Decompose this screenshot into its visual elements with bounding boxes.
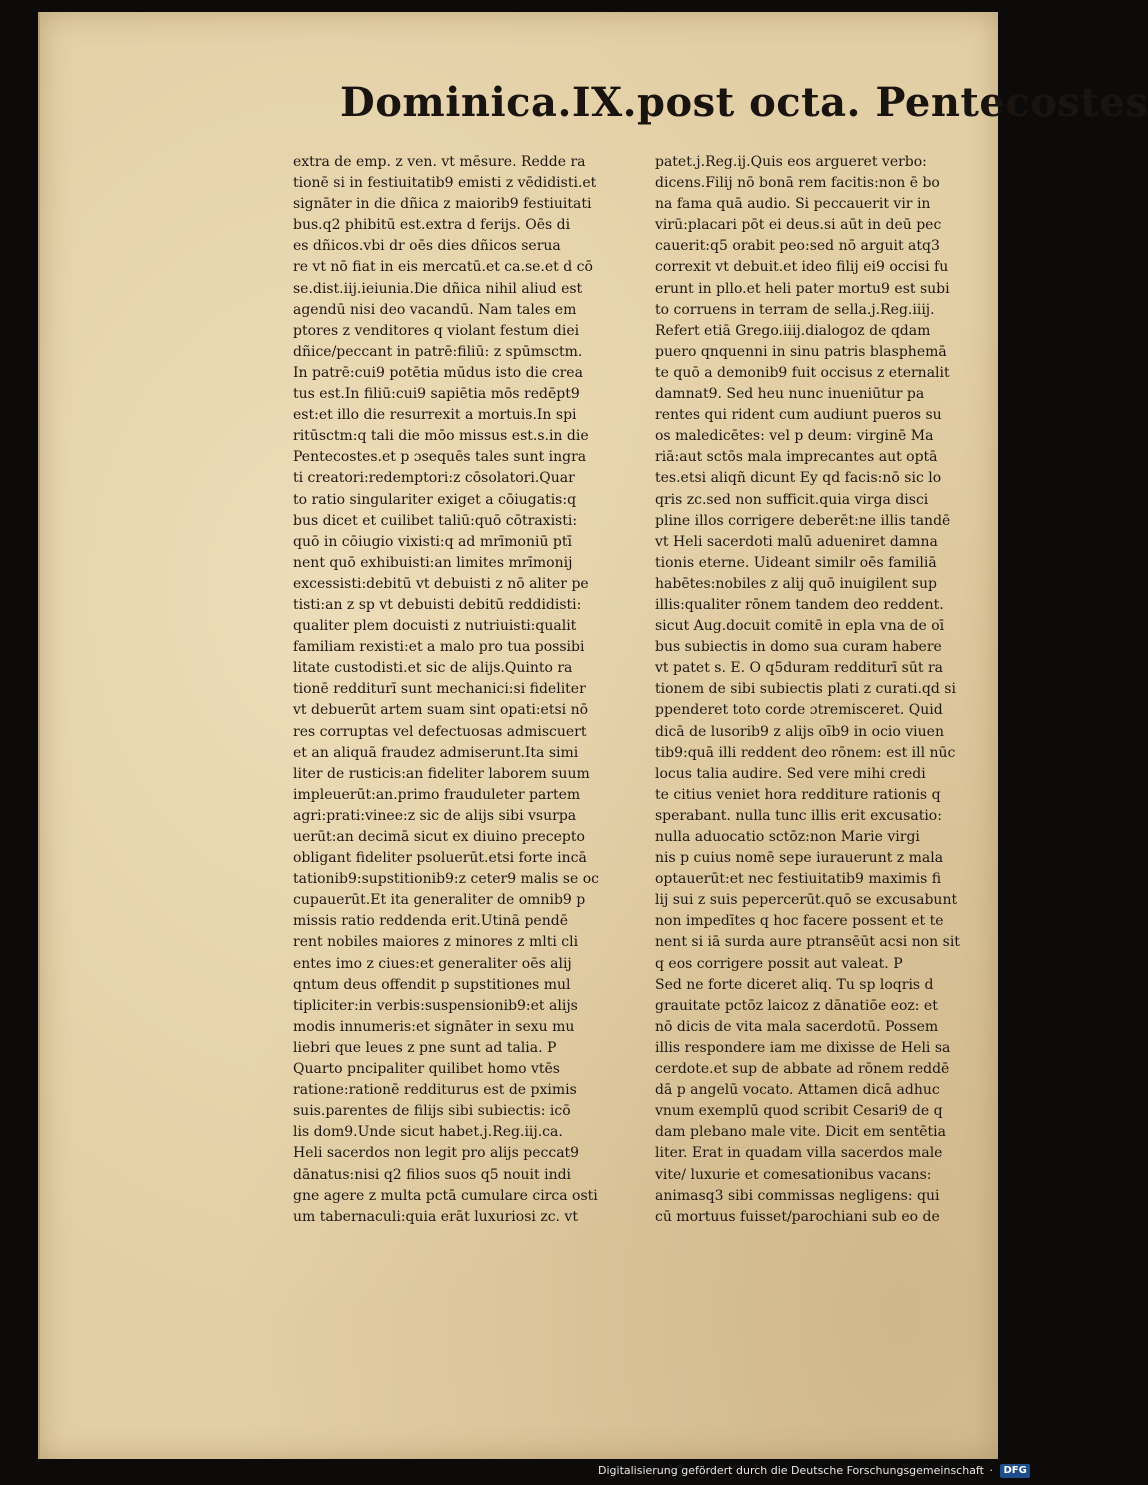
text-line: sicut Aug.docuit comitē in epla vna de oī [655, 618, 945, 635]
text-line: re vt nō fiat in eis mercatū.et ca.se.et d cō [293, 259, 593, 276]
text-line: rentes qui rident cum audiunt pueros su [655, 407, 942, 424]
text-line: missis ratio reddenda erit.Utinā pendē [293, 913, 568, 930]
text-line: cū mortuus fuisset/parochiani sub eo de [655, 1208, 940, 1225]
digitization-credit [598, 1460, 1027, 1482]
text-line: os maledicētes: vel p deum: virginē Ma [655, 428, 934, 445]
text-line: correxit vt debuit.et ideo filij ei9 occisi fu [655, 259, 949, 276]
text-line: cerdote.et sup de abbate ad rōnem reddē [655, 1061, 950, 1078]
text-line: tionem de sibi subiectis plati z curati.qd si [655, 681, 956, 698]
text-line: dam plebano male vite. Dicit em sentētia [655, 1124, 946, 1141]
text-line: cupauerūt.Et ita generaliter de omnib9 p [293, 892, 586, 909]
text-line: se.dist.iij.ieiunia.Die dñica nihil aliud est [293, 280, 583, 297]
text-line: Quarto pncipaliter quilibet homo vtēs [293, 1061, 560, 1078]
text-line: tipliciter:in verbis:suspensionib9:et alijs [293, 997, 578, 1014]
book-page [38, 12, 1148, 1459]
text-line: to corruens in terram de sella.j.Reg.iiij. [655, 301, 935, 318]
text-line: locus talia audire. Sed vere mihi credi [655, 765, 926, 782]
text-line: In patrē:cui9 potētia mūdus isto die crea [293, 364, 583, 381]
text-line: na fama quā audio. Si peccauerit vir in [655, 196, 931, 213]
text-line: entes imo z ciues:et generaliter oēs alij [293, 955, 572, 972]
text-line: vt patet s. E. O q5duram redditurī sūt ra [655, 660, 943, 677]
text-line: liebri que leues z pne sunt ad talia. P [293, 1039, 557, 1056]
text-line: lis dom9.Unde sicut habet.j.Reg.iij.ca. [293, 1124, 563, 1141]
text-line: uerūt:an decimā sicut ex diuino precepto [293, 829, 585, 845]
text-line: animasq3 sibi commissas negligens: qui [655, 1187, 940, 1204]
text-line: impleuerūt:an.primo frauduleter partem [293, 786, 581, 803]
text-line: agri:prati:vinee:z sic de alijs sibi vsurpa [293, 807, 577, 824]
text-line: damnat9. Sed heu nunc inueniūtur pa [655, 386, 925, 403]
text-line: dicā de lusorib9 z alijs oīb9 in ocio viuen [655, 723, 944, 740]
text-line: ptores z venditores q violant festum diei [293, 322, 580, 339]
text-line: um tabernaculi:quia erāt luxuriosi zc. vt [293, 1208, 578, 1225]
text-line: extra de emp. z ven. vt mēsure. Redde ra [293, 154, 586, 170]
text-line: dñice/peccant in patrē:filiū: z spūmsctm. [293, 343, 583, 360]
text-line: bus dicet et cuilibet taliū:quō cōtraxisti: [293, 512, 578, 529]
text-line: es dñicos.vbi dr oēs dies dñicos serua [293, 238, 561, 255]
text-line: vt debuerūt artem suam sint opati:etsi nō [293, 702, 589, 719]
text-line: grauitate pctōz laicoz z dānatiōe eoz: et [655, 997, 938, 1014]
text-line: vnum exemplū quod scribit Cesari9 de q [655, 1103, 943, 1120]
text-line: tib9:quā illi reddent deo rōnem: est ill nūc [655, 744, 956, 761]
text-column-right [655, 152, 995, 1228]
text-line: tes.etsi aliqñ dicunt Ey qd facis:nō sic lo [655, 470, 942, 487]
text-line: excessisti:debitū vt debuisti z nō aliter pe [293, 575, 589, 592]
text-line: agendū nisi deo vacandū. Nam tales em [293, 301, 577, 318]
running-head: Dominica.IX.post octa. Pentecostes [340, 79, 1148, 126]
text-line: optauerūt:et nec festiuitatib9 maximis fi [655, 871, 942, 888]
text-line: sperabant. nulla tunc illis erit excusatio: [655, 807, 942, 824]
text-line: tationib9:supstitionib9:z ceter9 malis se oc [293, 871, 599, 888]
text-line: tisti:an z sp vt debuisti debitū reddidisti: [293, 596, 582, 613]
dfg-logo: DFG [1000, 1464, 1029, 1478]
text-line: to ratio singulariter exiget a cōiugatis:q [293, 491, 577, 508]
text-line: et an aliquā fraudez admiserunt.Ita simi [293, 744, 579, 761]
text-line: Refert etiā Grego.iiij.dialogoz de qdam [655, 322, 931, 339]
text-line: ppenderet toto corde ɔtremisceret. Quid [655, 702, 943, 719]
text-line: illis respondere iam me dixisse de Heli sa [655, 1039, 951, 1056]
text-line: dānatus:nisi q2 filios suos q5 nouit indi [293, 1166, 572, 1183]
credit-separator: · [989, 1464, 993, 1477]
text-line: habētes:nobiles z alij quō inuigilent sup [655, 575, 937, 592]
text-line: bus.q2 phibitū est.extra d ferijs. Oēs di [293, 217, 571, 234]
text-line: modis innumeris:et signāter in sexu mu [293, 1018, 575, 1035]
text-line: qntum deus offendit p supstitiones mul [293, 976, 571, 993]
text-line: ritūsctm:q tali die mōo missus est.s.in die [293, 428, 589, 445]
text-line: dā p angelū vocato. Attamen dicā adhuc [655, 1082, 940, 1099]
text-line: nō dicis de vita mala sacerdotū. Possem [655, 1018, 939, 1035]
text-line: non impedītes q hoc facere possent et te [655, 913, 944, 930]
text-line: liter de rusticis:an fideliter laborem suum [293, 765, 590, 782]
text-line: ti creatori:redemptori:z cōsolatori.Quar [293, 470, 575, 487]
text-line: nent si iā surda aure ptransēūt acsi non sit [655, 934, 960, 951]
text-line: q eos corrigere possit aut valeat. P [655, 955, 903, 972]
text-line: Sed ne forte diceret aliq. Tu sp loqris d [655, 976, 934, 993]
text-line: obligant fideliter psoluerūt.etsi forte incā [293, 850, 587, 867]
text-line: familiam rexisti:et a malo pro tua possibi [293, 639, 585, 656]
text-line: Pentecostes.et p ɔsequēs tales sunt ingra [293, 449, 587, 466]
text-line: litate custodisti.et sic de alijs.Quinto ra [293, 660, 573, 677]
credit-text: Digitalisierung gefördert durch die Deutsche Forschungsgemeinschaft [598, 1464, 984, 1477]
text-line: vite/ luxurie et comesationibus vacans: [655, 1166, 932, 1183]
text-line: illis:qualiter rōnem tandem deo reddent. [655, 596, 944, 613]
text-line: qris zc.sed non sufficit.quia virga disci [655, 491, 929, 508]
text-line: quō in cōiugio vixisti:q ad mrīmoniū ptī [293, 533, 572, 550]
text-line: erunt in pllo.et heli pater mortu9 est subi [655, 280, 950, 297]
text-line: signāter in die dñica z maiorib9 festiuitati [293, 196, 592, 213]
text-line: tus est.In filiū:cui9 sapiētia mōs redēpt9 [293, 386, 580, 403]
text-line: patet.j.Reg.ij.Quis eos argueret verbo: [655, 154, 927, 170]
text-line: Heli sacerdos non legit pro alijs peccat9 [293, 1145, 580, 1162]
text-line: riā:aut sctōs mala imprecantes aut optā [655, 449, 938, 466]
text-line: res corruptas vel defectuosas admiscuert [293, 723, 587, 740]
text-line: virū:placari pōt ei deus.si aūt in deū pec [655, 217, 942, 234]
text-line: est:et illo die resurrexit a mortuis.In spi [293, 407, 577, 424]
text-line: nulla aduocatio sctōz:non Marie virgi [655, 829, 920, 845]
text-line: ratione:rationē redditurus est de pximis [293, 1082, 577, 1099]
text-line: lij sui z suis pepercerūt.quō se excusabunt [655, 892, 958, 909]
text-line: nis p cuius nomē sepe iurauerunt z mala [655, 850, 944, 867]
text-line: tionē si in festiuitatib9 emisti z vēdidisti.et [293, 175, 597, 192]
text-line: puero qnquenni in sinu patris blasphemā [655, 343, 947, 360]
text-line: te citius veniet hora redditure rationis q [655, 786, 941, 803]
text-line: te quō a demonib9 fuit occisus z eternalit [655, 364, 950, 381]
text-line: cauerit:q5 orabit peo:sed nō arguit atq3 [655, 238, 940, 255]
text-line: qualiter plem docuisti z nutriuisti:qualit [293, 618, 577, 635]
text-line: rent nobiles maiores z minores z mlti cli [293, 934, 579, 951]
text-line: bus subiectis in domo sua curam habere [655, 639, 942, 656]
text-column-left [293, 152, 633, 1228]
text-line: pline illos corrigere deberēt:ne illis tandē [655, 512, 951, 529]
text-line: vt Heli sacerdoti malū adueniret damna [655, 533, 938, 550]
text-line: tionis eterne. Uideant similr oēs familiā [655, 554, 937, 571]
text-line: gne agere z multa pctā cumulare circa osti [293, 1187, 598, 1204]
text-line: suis.parentes de filijs sibi subiectis: icō [293, 1103, 571, 1120]
text-line: liter. Erat in quadam villa sacerdos male [655, 1145, 943, 1162]
text-line: dicens.Filij nō bonā rem facitis:non ē bo [655, 175, 940, 192]
text-line: tionē redditurī sunt mechanici:si fideliter [293, 681, 586, 698]
text-line: nent quō exhibuisti:an limites mrīmonij [293, 554, 573, 571]
